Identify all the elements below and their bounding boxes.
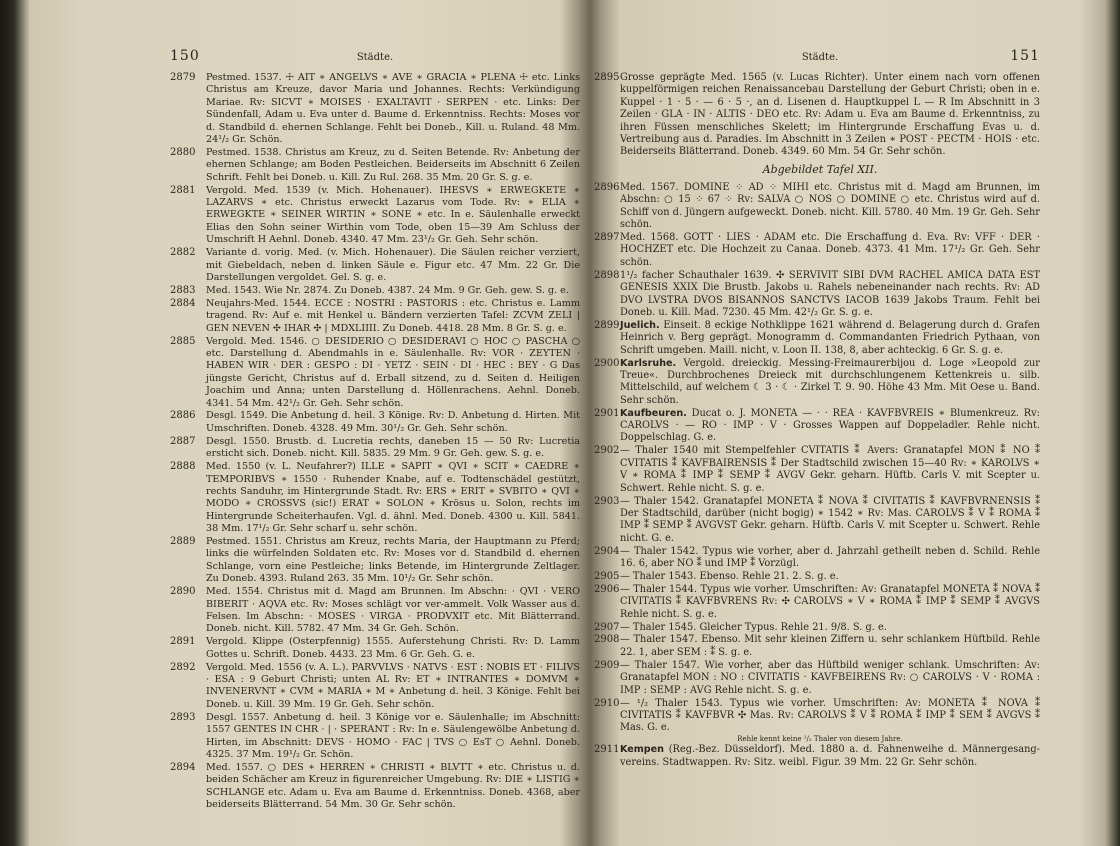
entry-text: Neujahrs-Med. 1544. ECCE : NOSTRI : PASTORIS : etc. Christus e. Lamm tragend. Rv: Auf e. mit Henkel u. Bändern verzierten Tafel: ZCVM ZELI | GEN NEVEN ✣ IHAR ✣ | MDXLIIII. Zu Doneb. 4418. 28 Mm. 8 Gr. S. g. e.	[206, 297, 580, 334]
catalog-entry	[594, 583, 1040, 621]
entry-text: Vergold. Klippe (Osterpfennig) 1555. Auferstehung Christi. Rv: D. Lamm Gottes u. Schrift. Doneb. 4433. 23 Mm. 6 Gr. Geh. G. e.	[206, 636, 580, 660]
entry-number: 2907	[594, 621, 620, 633]
catalog-entry	[170, 636, 580, 661]
catalog-entry	[594, 621, 1040, 634]
catalog-entry	[170, 185, 580, 247]
entry-number: 2911	[594, 744, 620, 756]
catalog-entry	[170, 247, 580, 284]
entry-text: Vergold. Med. 1556 (v. A. L.). PARVVLVS · NATVS · EST : NOBIS ET · FILIVS · ESA : 9 Geburt Christi; unten AL Rv: ET ∗ INTRANTES ∗ DOMVM ∗ INVENERVNT ∗ CVM ∗ MARIA ∗ M ∗ Anbetung d. heil. 3 Könige. Fehlt bei Doneb. u. Kill. 39 Mm. 19 Gr. Geh. Sehr schön.	[206, 661, 580, 710]
catalog-entry	[170, 336, 580, 410]
entry-number: 2904	[594, 545, 620, 557]
entry-place-heading: Kaufbeuren.	[620, 407, 687, 419]
catalog-entry	[594, 545, 1040, 571]
plate-caption: Abgebildet Tafel XII.	[762, 162, 878, 176]
catalog-entry	[594, 231, 1040, 269]
left-running-title: Städte.	[356, 52, 394, 63]
entry-text: Pestmed. 1537. ☩ AIT ∗ ANGELVS ∗ AVE ∗ GRACIA ∗ PLENA ☩ etc. Links Christus am Kreuze, davor Maria und Johannes. Rechts: Verkündigung Mariae. Rv: SICVT ∗ MOISES · EXALTAVIT · SERPEN · etc. Links: Der Sündenfall, Adam u. Eva unter d. Baume d. Erkenntniss. Rechts: Moses vor d. Standbild d. ehernen Schlange. Fehlt bei Doneb., Kill. u. Ruland. 48 Mm. 24¹/₂ Gr. Schön.	[206, 72, 580, 146]
entry-text: Pestmed. 1551. Christus am Kreuz, rechts Maria, der Hauptmann zu Pferd; links die würfelnden Soldaten etc. Rv: Moses vor d. Standbild d. ehernen Schlange, vorn eine Pestleiche; links Betende, im Hintergrunde Zeltlager. Zu Doneb. 4393. Ruland 263. 35 Mm. 10¹/₂ Gr. Sehr schön.	[206, 536, 580, 585]
entry-text: — Thaler 1544. Typus wie vorher. Umschriften: Av: Granatapfel MONETA ⁑ NOVA ⁑ CIVITATIS ⁑ KAVFBVRENS Rv: ✣ CAROLVS ∗ V ∗ ROMA ⁑ IMP ⁑ SEMP ⁑ AVGVS Rehle nicht. S. g. e.	[620, 583, 1040, 620]
catalog-entry	[594, 319, 1040, 357]
entry-text: Variante d. vorig. Med. (v. Mich. Hohenauer). Die Säulen reicher verziert, mit Giebeldach, neben d. linken Säule e. Figur etc. 47 Mm. 22 Gr. Die Darstellungen vergoldet. Gel. S. g. e.	[206, 247, 580, 283]
left-entry-list	[170, 72, 580, 811]
catalog-entry	[594, 495, 1040, 546]
entry-text: — Thaler 1543. Ebenso. Rehle 21. 2. S. g. e.	[620, 570, 839, 582]
entry-place-heading: Kempen	[620, 744, 664, 756]
entry-text: Pestmed. 1538. Christus am Kreuz, zu d. Seiten Betende. Rv: Anbetung der ehernen Schlange; am Boden Pestleichen. Beiderseits im Abschnitt 6 Zeilen Schrift. Fehlt bei Doneb. u. Kill. Zu Rul. 268. 35 Mm. 20 Gr. S. g. e.	[206, 146, 580, 183]
catalog-entry	[594, 72, 1040, 159]
right-entry-list-b	[594, 181, 1040, 735]
entry-text: — Thaler 1542. Granatapfel MONETA ⁑ NOVA ⁑ CIVITATIS ⁑ KAVFBVRNENSIS ⁑ Der Stadtschild, darüber (nicht bogig) ∗ 1542 ∗ Rv: Mas. CAROLVS ⁑ V ⁑ ROMA ⁑ IMP ⁑ SEMP ⁑ AVGVST Gekr. geharn. Hüftb. Carls V. mit Scepter u. Schwert. Rehle nicht. G. e.	[620, 495, 1040, 544]
entry-text: Med. 1543. Wie Nr. 2874. Zu Doneb. 4387. 24 Mm. 9 Gr. Geh. gew. S. g. e.	[206, 284, 569, 296]
entry-place-heading: Juelich.	[620, 319, 660, 331]
right-running-head	[600, 40, 1040, 66]
right-entry-list-c	[594, 744, 1040, 769]
right-running-title: Städte.	[801, 52, 839, 63]
entry-number: 2882	[170, 247, 196, 259]
entry-number: 2894	[170, 761, 196, 773]
footnote: Rehle kennt keine ¹/₂ Thaler von diesem Jahre.	[737, 735, 903, 744]
catalog-entry	[170, 662, 580, 712]
entry-text: (Reg.-Bez. Düsseldorf). Med. 1880 a. d. Fahnenweihe d. Männergesang-vereins. Stadtwappen. Rv: Sitz. weibl. Figur. 39 Mm. 22 Gr. Sehr schön.	[620, 744, 1040, 768]
entry-text: Einseit. 8 eckige Nothklippe 1621 während d. Belagerung durch d. Grafen Heinrich v. Berg geprägt. Monogramm d. Commandanten Friedrich Pythaan, von Schrift umgeben. Maill. nicht, v. Loon II. 138, 8, aber achteckig. 6 Gr. S. g. e.	[620, 319, 1040, 356]
catalog-entry	[170, 147, 580, 184]
entry-number: 2890	[170, 586, 196, 598]
entry-text: Med. 1554. Christus mit d. Magd am Brunnen. Im Abschn: · QVI · VERO BIBERIT · AQVA etc. Rv: Moses schlägt vor ver-ammelt. Volk Wasser aus d. Felsen. Im Abschn: · MOSES · VIRGA · PRODVXIT etc. Mit Blätterrand. Doneb. nicht. Kill. 5782. 47 Mm. 34 Gr. Geh. Schön.	[206, 586, 580, 635]
entry-text: 1¹/₂ facher Schauthaler 1639. ✣ SERVIVIT SIBI DVM RACHEL AMICA DATA EST GENESIS XXIX Die Brustb. Jakobs u. Rahels nebeneinander nach rechts. Rv: AD DVO LVSTRA DVOS BISANNOS SANCTVS IACOB 1639 Jakobs Traum. Fehlt bei Doneb. u. Kill. Mad. 7230. 45 Mm. 42¹/₂ Gr. S. g. e.	[620, 269, 1040, 318]
entry-text: Vergold. Med. 1546. ○ DESIDERIO ○ DESIDERAVI ○ HOC ○ PASCHA ○ etc. Darstellung d. Abendmahls in e. Säulenhalle. Rv: VOR · ZEYTEN · HABEN WIR · DER : GESPO : DI · YETZ · SEIN · DI · HEC : BEY · G Das jüngste Gericht, Christus auf d. Erball sitzend, zu d. Seiten d. Heiligen Joachim und Anna; unten Darstellung d. Höllenrachens. Aehnl. Doneb. 4341. 54 Mm. 42¹/₂ Gr. Geh. Sehr schön.	[206, 335, 580, 409]
entry-number: 2884	[170, 297, 196, 309]
entry-number: 2906	[594, 583, 620, 595]
catalog-entry	[170, 536, 580, 586]
entry-number: 2908	[594, 634, 620, 646]
catalog-entry	[170, 762, 580, 812]
catalog-entry	[170, 712, 580, 762]
entry-text: — Thaler 1547. Ebenso. Mit sehr kleinen Ziffern u. sehr schlankem Hüftbild. Rehle 22. 1, aber SEM : ⁑ S. g. e.	[620, 634, 1040, 658]
entry-number: 2887	[170, 435, 196, 447]
entry-text: Med. 1568. GOTT · LIES · ADAM etc. Die Erschaffung d. Eva. Rv: VFF · DER · HOCHZET etc. Die Hochzeit zu Canaa. Doneb. 4373. 41 Mm. 17¹/₂ Gr. Geh. Sehr schön.	[620, 231, 1040, 268]
left-page	[170, 40, 580, 840]
catalog-entry	[170, 72, 580, 146]
entry-text: Med. 1557. ○ DES ∗ HERREN ∗ CHRISTI ∗ BLVTT ∗ etc. Christus u. d. beiden Schächer am Kreuz in figurenreicher Umgebung. Rv: DIE ∗ LISTIG ∗ SCHLANGE etc. Adam u. Eva am Baume d. Erkenntniss. Doneb. 4368, aber beiderseits Blätterrand. 54 Mm. 30 Gr. Sehr schön.	[206, 761, 580, 811]
entry-number: 2898	[594, 269, 620, 281]
entry-number: 2895	[594, 72, 620, 83]
entry-number: 2901	[594, 407, 620, 419]
entry-place-heading: Karlsruhe.	[620, 357, 677, 369]
entry-number: 2885	[170, 335, 196, 347]
entry-text: Med. 1550 (v. L. Neufahrer?) ILLE ∗ SAPIT ∗ QVI ∗ SCIT ∗ CAEDRE ∗ TEMPORIBVS ∗ 1550 · Ruhender Knabe, auf e. Todtenschädel gestützt, rechts Sanduhr, im Hintergrunde Stadt. Rv: ERS ∗ ERIT ∗ SVBITO ∗ QVI ∗ MODO ∗ CROSSVS (sic!) ERAT ∗ SOLON ∗ Krösus u. Solon, rechts im Hintergrunde Scheiterhaufen. Vgl. d. ähnl. Med. Doneb. 4300 u. Kill. 5841. 38 Mm. 17¹/₂ Gr. Sehr scharf u. sehr schön.	[206, 461, 580, 535]
left-page-number: 150	[170, 48, 200, 64]
entry-text: — ¹/₂ Thaler 1543. Typus wie vorher. Umschriften: Av: MONETA ⁑ NOVA ⁑ CIVITATIS ⁑ KAVFBVR ✣ Mas. Rv: CAROLVS ⁑ V ⁑ ROMA ⁑ IMP ⁑ SEM ⁑ AVGVS ⁑ Mas. G. e.	[620, 697, 1040, 734]
entry-number: 2897	[594, 231, 620, 243]
entry-number: 2880	[170, 146, 196, 158]
entry-text: Med. 1567. DOMINE ⁘ AD ⁘ MIHI etc. Christus mit d. Magd am Brunnen, im Abschn: ○ 15 ⁘ 67 ⁘ Rv: SALVA ○ NOS ○ DOMINE ○ etc. Christus wird auf d. Schiff von d. Jüngern aufgeweckt. Doneb. nicht. Kill. 5780. 40 Mm. 19 Gr. Geh. Sehr schön.	[620, 181, 1040, 231]
entry-number: 2888	[170, 461, 196, 473]
catalog-entry	[170, 586, 580, 636]
catalog-entry	[170, 410, 580, 435]
entry-number: 2891	[170, 636, 196, 648]
catalog-entry	[170, 285, 580, 297]
catalog-entry	[594, 570, 1040, 583]
entry-number: 2899	[594, 319, 620, 331]
entry-number: 2910	[594, 697, 620, 709]
entry-text: Ducat o. J. MONETA — · · REA · KAVFBVREIS ∗ Blumenkreuz. Rv: CAROLVS · — RO · IMP · V · Grosses Wappen auf Doppeladler. Rehle nicht. Doppelschlag. G. e.	[620, 407, 1040, 444]
entry-number: 2896	[594, 181, 620, 193]
entry-number: 2886	[170, 410, 196, 422]
entry-number: 2909	[594, 659, 620, 671]
entry-number: 2879	[170, 72, 196, 83]
entry-number: 2883	[170, 284, 196, 296]
entry-text: Desgl. 1550. Brustb. d. Lucretia rechts, daneben 15 — 50 Rv: Lucretia ersticht sich. Doneb. nicht. Kill. 5835. 29 Mm. 9 Gr. Geh. gew. S. g. e.	[206, 435, 580, 460]
catalog-entry	[170, 461, 580, 535]
entry-text: — Thaler 1542. Typus wie vorher, aber d. Jahrzahl getheilt neben d. Schild. Rehle 16. 6, aber NO ⁑ und IMP ⁑ Vorzügl.	[620, 545, 1040, 570]
catalog-entry	[594, 407, 1040, 445]
catalog-entry	[594, 697, 1040, 735]
entry-number: 2903	[594, 495, 620, 507]
right-page-number: 151	[1010, 48, 1040, 64]
catalog-entry	[170, 436, 580, 461]
catalog-entry	[594, 659, 1040, 697]
entry-text: — Thaler 1547. Wie vorher, aber das Hüftbild weniger schlank. Umschriften: Av: Granatapfel MON : NO : CIVITATIS · KAVFBEIRENS Rv: ○ CAROLVS · V · ROMA : IMP : SEMP : AVG Rehle nicht. S. g. e.	[620, 659, 1040, 696]
entry-number: 2889	[170, 536, 196, 548]
catalog-entry	[594, 269, 1040, 320]
catalog-entry	[594, 445, 1040, 495]
entry-text: Vergold. dreieckig. Messing-Freimaurerbijou d. Loge »Leopold zur Treue«. Durchbrochenes Dreieck mit durchschlungenem Kettenkreis u. silb. Mittelschild, auf welchem ☾ 3 · ☾ · Zirkel T. 9. 90. Höhe 43 Mm. Mit Oese u. Band. Sehr schön.	[620, 357, 1040, 406]
entry-number: 2881	[170, 184, 196, 196]
left-running-head	[170, 40, 580, 66]
entry-text: Desgl. 1557. Anbetung d. heil. 3 Könige vor e. Säulenhalle; im Abschnitt: 1557 GENTES IN CHR · | · SPERANT : Rv: In e. Säulengewölbe Anbetung d. Hirten, im Abschnitt: DEVS · HOMO · FAC | TVS ○ EsT ○ Aehnl. Doneb. 4325. 37 Mm. 19¹/₂ Gr. Schön.	[206, 711, 580, 760]
right-page	[594, 40, 1040, 840]
catalog-entry	[170, 298, 580, 335]
entry-number: 2900	[594, 357, 620, 369]
entry-text: Grosse geprägte Med. 1565 (v. Lucas Richter). Unter einem nach vorn offenen kuppelförmigen reichen Renaissancebau Darstellung der Geburt Christi; oben in e. Kuppel · 1 · 5 · — 6 · 5 ·, an d. Lisenen d. Hauptkuppel L — R Im Abschnitt in 3 Zeilen · GLA · IN · ALTIS · DEO etc. Rv: Adam u. Eva am Baume d. Erkenntniss, zu ihren Füssen menschliches Skelett; im Hintergrunde Erschaffung Evas u. d. Vertreibung aus d. Paradies. Im Abschnitt in 3 Zeilen ∗ POST · PECTM · HOIS · etc. Beiderseits Blätterrand. Doneb. 4349. 60 Mm. 54 Gr. Sehr schön.	[620, 72, 1040, 158]
entry-text: Desgl. 1549. Die Anbetung d. heil. 3 Könige. Rv: D. Anbetung d. Hirten. Mit Umschriften. Doneb. 4328. 49 Mm. 30¹/₂ Gr. Geh. Sehr schön.	[206, 410, 580, 434]
entry-number: 2893	[170, 711, 196, 723]
entry-text: Vergold. Med. 1539 (v. Mich. Hohenauer). IHESVS ∗ ERWEGKETE ∗ LAZARVS ∗ etc. Christus erweckt Lazarus vom Tode. Rv: ∗ ELIA ∗ ERWEGKTE ∗ SEINER WIRTIN ∗ SONE ∗ etc. In e. Säulenhalle erweckt Elias den Sohn seiner Wirthin vom Tode, oben 15—39 Am Schluss der Umschrift H Aehnl. Doneb. 4340. 47 Mm. 23¹/₂ Gr. Geh. Sehr schön.	[206, 184, 580, 246]
catalog-entry	[594, 634, 1040, 659]
entry-number: 2902	[594, 445, 620, 457]
entry-number: 2905	[594, 570, 620, 582]
right-entry-list-a	[594, 72, 1040, 159]
entry-number: 2892	[170, 661, 196, 673]
entry-text: — Thaler 1545. Gleicher Typus. Rehle 21. 9/8. S. g. e.	[620, 621, 887, 633]
entry-text: — Thaler 1540 mit Stempelfehler CVITATIS ⁑ Avers: Granatapfel MON ⁑ NO ⁑ CVITATIS ⁑ KAVFBAIRENSIS ⁑ Der Stadtschild zwischen 15—40 Rv: ∗ KAROLVS ∗ V ∗ ROMA ⁑ IMP ⁑ SEMP ⁑ AVGV Gekr. geharn. Hüftb. Carls V. mit Scepter u. Schwert. Rehle nicht. S. g. e.	[620, 445, 1040, 494]
catalog-entry	[594, 357, 1040, 408]
catalog-entry	[594, 181, 1040, 232]
catalog-entry	[594, 744, 1040, 769]
